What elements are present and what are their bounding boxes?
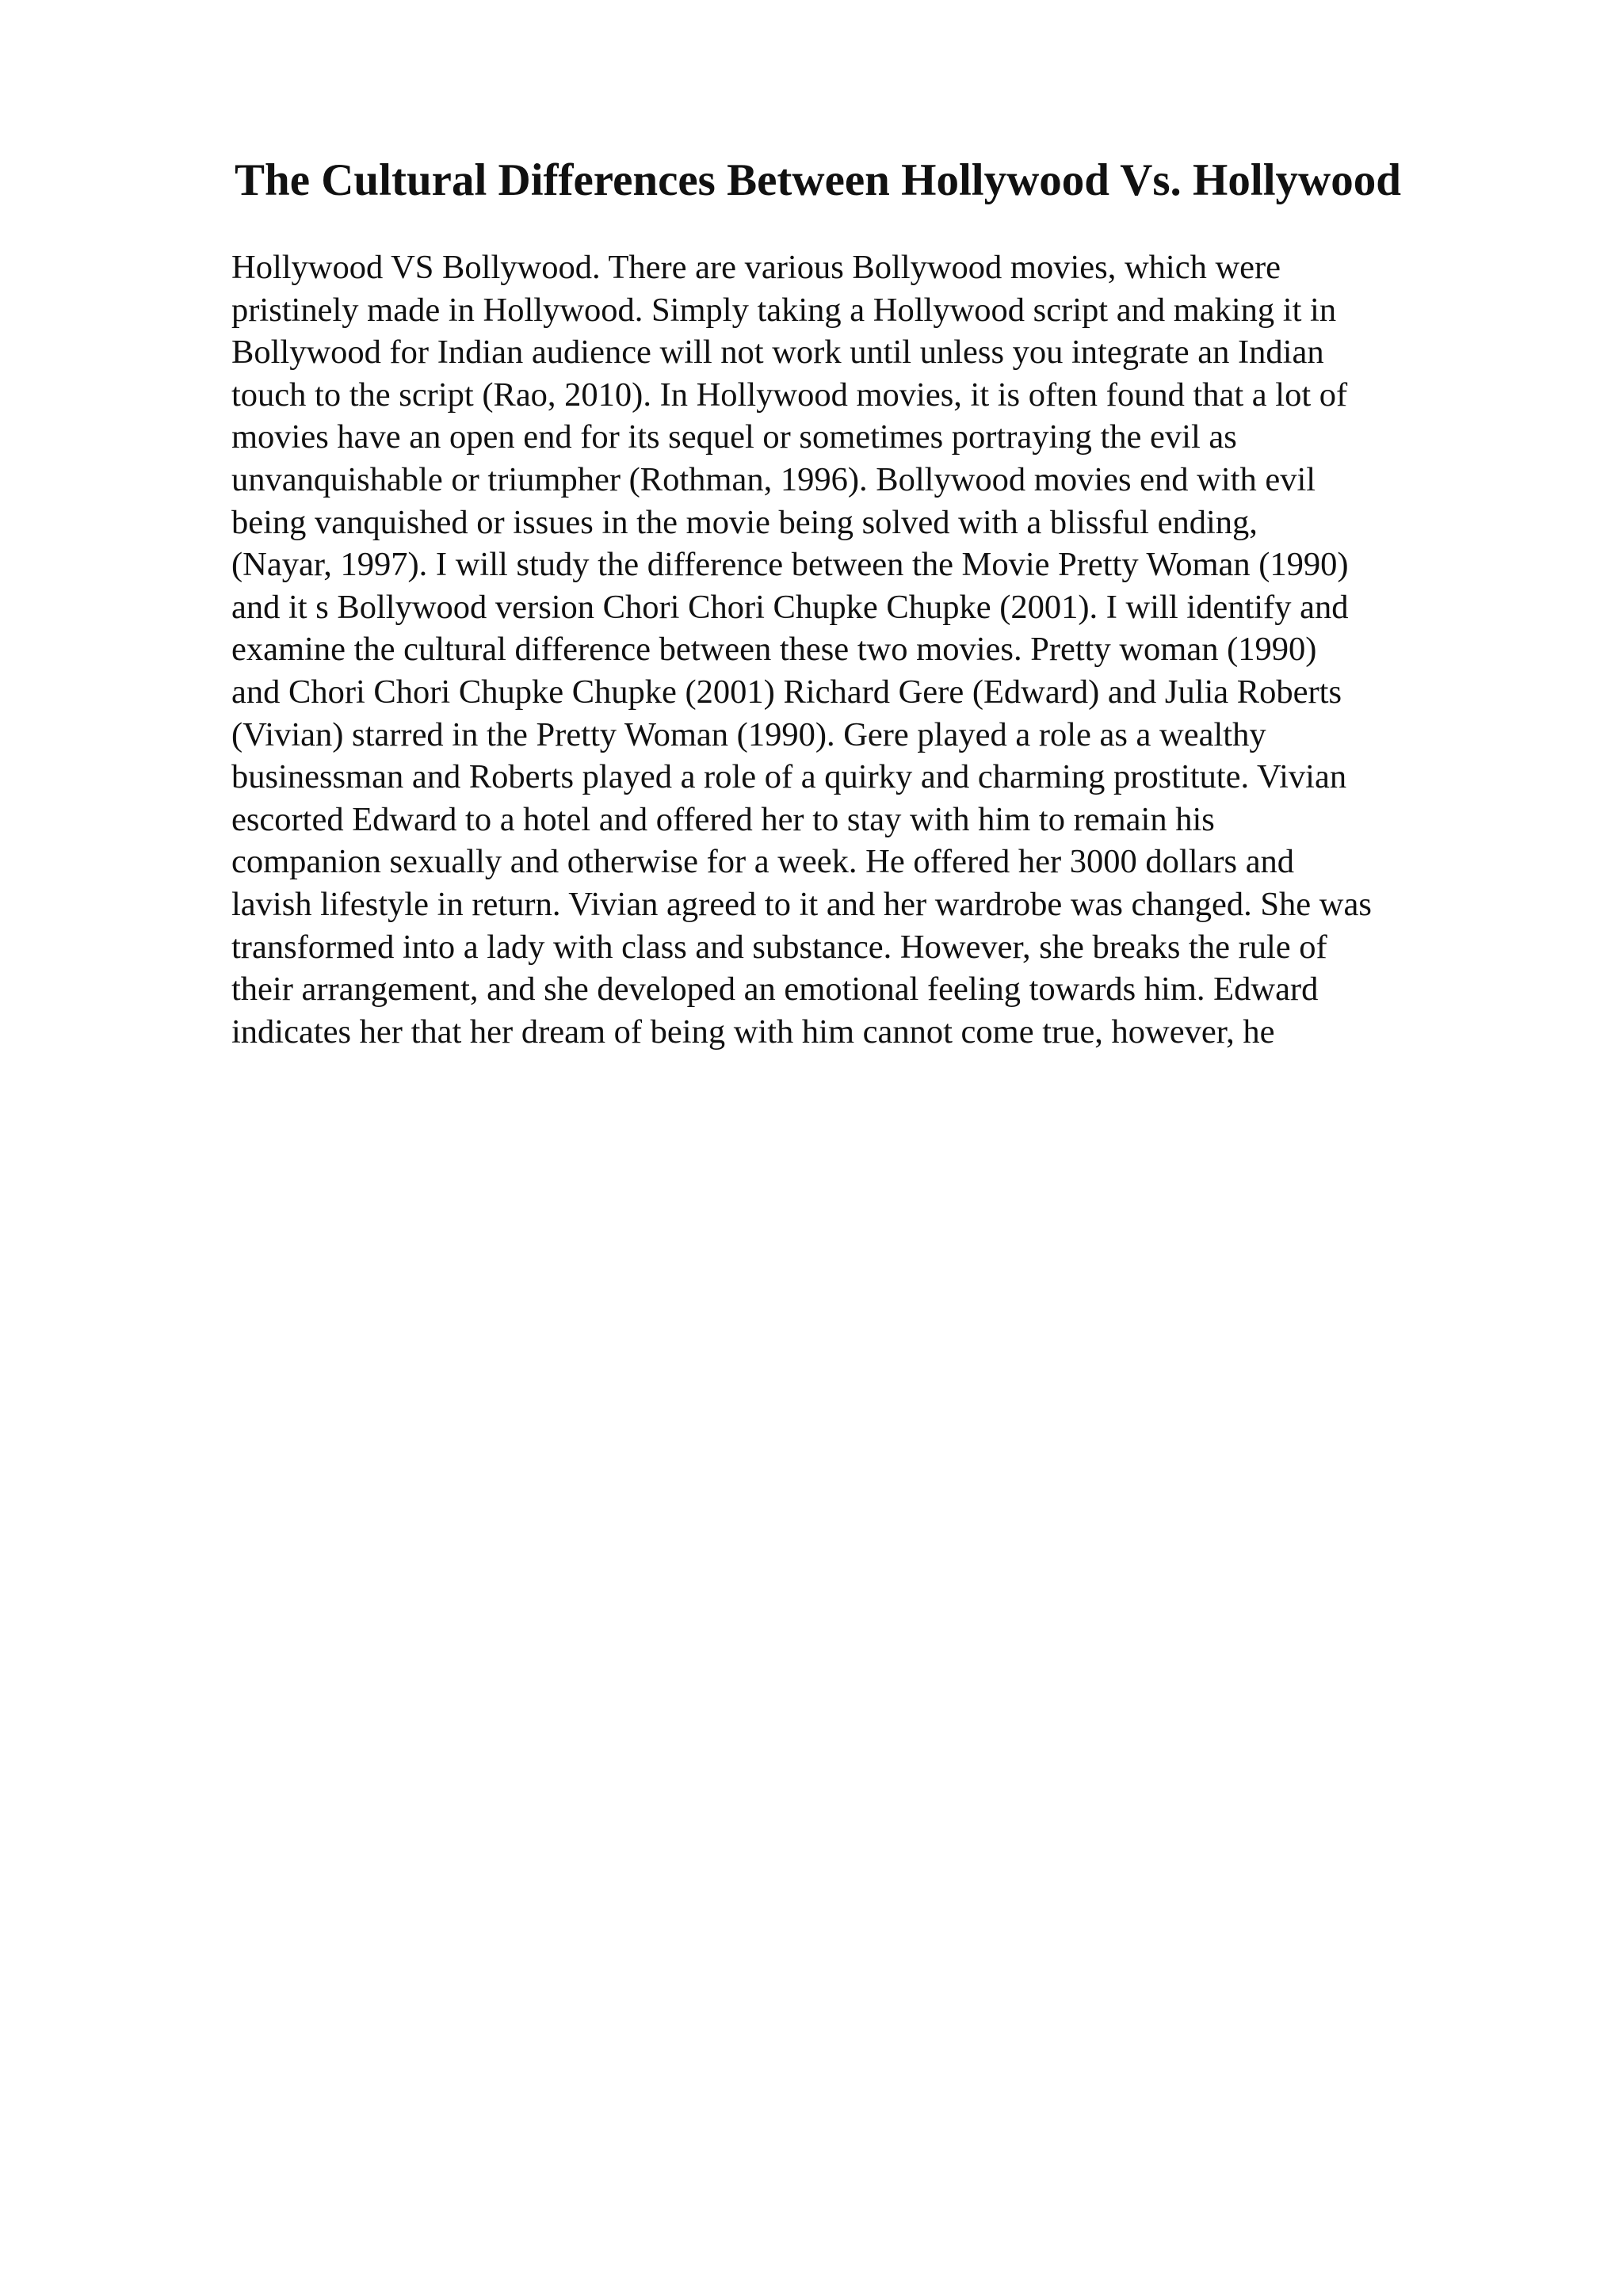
body-line: their arrangement, and she developed an emotional feeling towards him. Edward <box>231 971 1319 1009</box>
body-line: touch to the script (Rao, 2010). In Hollywood movies, it is often found that a lot of <box>231 376 1348 414</box>
body-line: escorted Edward to a hotel and offered her to stay with him to remain his <box>231 800 1215 838</box>
body-line: unvanquishable or triumpher (Rothman, 1996). Bollywood movies end with evil <box>231 460 1316 498</box>
body-line: businessman and Roberts played a role of a quirky and charming prostitute. Vivian <box>231 758 1347 796</box>
body-line: companion sexually and otherwise for a week. He offered her 3000 dollars and <box>231 843 1295 881</box>
body-line: and it s Bollywood version Chori Chori Chupke Chupke (2001). I will identify and <box>231 588 1349 626</box>
body-line: and Chori Chori Chupke Chupke (2001) Richard Gere (Edward) and Julia Roberts <box>231 673 1342 711</box>
body-line: lavish lifestyle in return. Vivian agreed to it and her wardrobe was changed. She was <box>231 885 1372 923</box>
body-line: Bollywood for Indian audience will not work until unless you integrate an Indian <box>231 334 1324 372</box>
document-body <box>231 246 1515 1053</box>
body-line: (Nayar, 1997). I will study the difference between the Movie Pretty Woman (1990) <box>231 546 1349 584</box>
body-line: indicates her that her dream of being with him cannot come true, however, he <box>231 1013 1275 1051</box>
body-line: (Vivian) starred in the Pretty Woman (1990). Gere played a role as a wealthy <box>231 715 1266 753</box>
body-line: pristinely made in Hollywood. Simply taking a Hollywood script and making it in <box>231 291 1337 329</box>
body-line: movies have an open end for its sequel or sometimes portraying the evil as <box>231 418 1237 456</box>
body-line: Hollywood VS Bollywood. There are various Bollywood movies, which were <box>231 249 1281 286</box>
body-line: transformed into a lady with class and substance. However, she breaks the rule of <box>231 928 1327 966</box>
body-line: being vanquished or issues in the movie being solved with a blissful ending, <box>231 503 1258 541</box>
body-line: examine the cultural difference between these two movies. Pretty woman (1990) <box>231 631 1317 669</box>
document-title: The Cultural Differences Between Hollywood Vs. Hollywood <box>235 155 1401 205</box>
